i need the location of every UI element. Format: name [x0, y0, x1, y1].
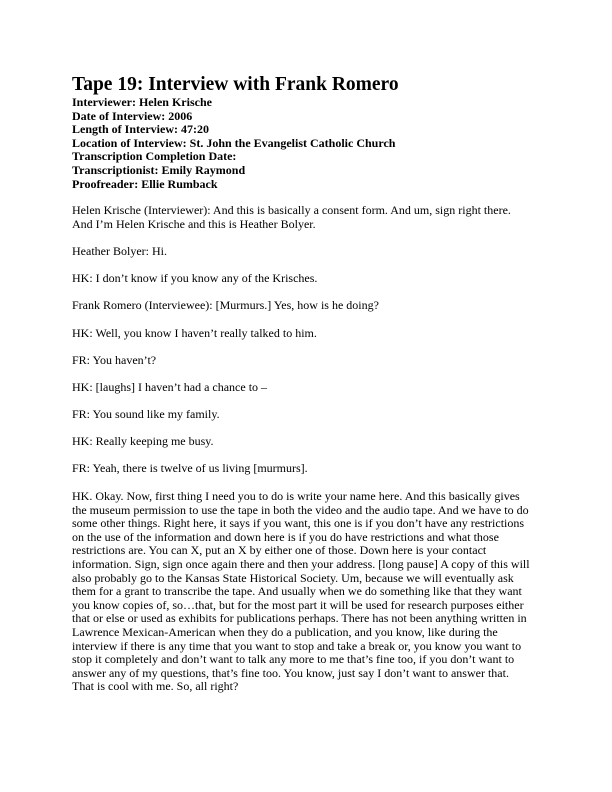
transcript-page [72, 74, 542, 694]
text-line: that or else or used as exhibits for publications perhaps. There has not been anything written in [72, 611, 527, 626]
text-line: you know copies of, so…that, but for the most part it will be used for research purposes either [72, 597, 524, 612]
text-line: HK: I don’t know if you know any of the Krisches. [72, 271, 318, 286]
text-line: stop it completely and don’t want to talk any more to me that’s fine too, if you don’t want to [72, 652, 515, 667]
transcript-paragraph [72, 435, 542, 449]
meta-completion-date: Transcription Completion Date: [72, 149, 237, 164]
transcript-paragraph [72, 245, 542, 259]
meta-interviewer: Interviewer: Helen Krische [72, 95, 212, 109]
text-line: Frank Romero (Interviewee): [Murmurs.] Yes, how is he doing? [72, 298, 379, 313]
text-line: FR: Yeah, there is twelve of us living [murmurs]. [72, 461, 308, 476]
text-line: HK. Okay. Now, first thing I need you to do is write your name here. And this basically gives [72, 489, 520, 504]
text-line: restrictions are. You can X, put an X by either one of those. Down here is your contact [72, 543, 487, 558]
transcript-paragraph [72, 327, 542, 341]
text-line: Helen Krische (Interviewer): And this is basically a consent form. And um, sign right there. [72, 203, 511, 218]
transcript-paragraph [72, 272, 542, 286]
transcript-paragraph [72, 354, 542, 368]
interview-metadata [72, 96, 542, 191]
text-line: answer any of my questions, that’s fine too. You know, just say I don’t want to answer that. [72, 665, 509, 680]
text-line: also probably go to the Kansas State Historical Society. Um, because we will eventually ask [72, 570, 514, 585]
text-line: the museum permission to use the tape in both the video and the audio tape. And we have to do [72, 502, 529, 517]
text-line: HK: Well, you know I haven’t really talked to him. [72, 325, 317, 340]
text-line: Heather Bolyer: Hi. [72, 243, 167, 258]
transcript-paragraph [72, 381, 542, 395]
text-line: HK: [laughs] I haven’t had a chance to – [72, 379, 268, 394]
meta-length: Length of Interview: 47:20 [72, 122, 209, 137]
meta-proofreader: Proofreader: Ellie Rumback [72, 176, 218, 191]
text-line: HK: Really keeping me busy. [72, 434, 214, 449]
text-line: Lawrence Mexican-American when they do a publication, and you know, like during the [72, 624, 498, 639]
text-line: them for a grant to transcribe the tape. And usually when we do something like that they want [72, 584, 522, 599]
transcript-paragraph [72, 462, 542, 476]
text-line: information. Sign, sign once again there and then your address. [long pause] A copy of this will [72, 557, 530, 571]
text-line: on the use of the information and down here is if you do have restrictions and what those [72, 529, 499, 544]
text-line: interview if there is any time that you want to stop and take a break or, you know you want to [72, 638, 522, 653]
text-line: That is cool with me. So, all right? [72, 679, 239, 694]
text-line: FR: You haven’t? [72, 352, 157, 367]
meta-location: Location of Interview: St. John the Evangelist Catholic Church [72, 135, 396, 150]
document-title: Tape 19: Interview with Frank Romero [72, 74, 399, 95]
transcript-paragraph [72, 299, 542, 313]
transcript-paragraph [72, 490, 542, 694]
text-line: some other things. Right here, it says if you want, this one is if you don’t have any restrictions [72, 516, 525, 531]
meta-date: Date of Interview: 2006 [72, 108, 193, 123]
transcript-body [72, 204, 542, 694]
meta-transcriptionist: Transcriptionist: Emily Raymond [72, 162, 246, 177]
transcript-paragraph [72, 408, 542, 422]
transcript-paragraph [72, 204, 542, 231]
text-line: And I’m Helen Krische and this is Heather Bolyer. [72, 216, 316, 231]
text-line: FR: You sound like my family. [72, 407, 220, 422]
